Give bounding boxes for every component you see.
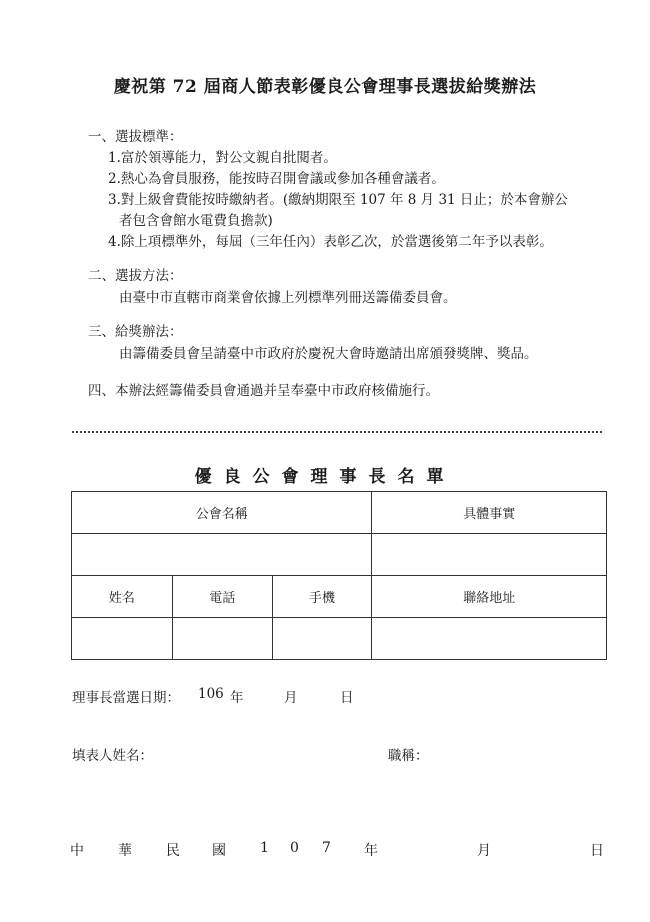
election-month-unit: 月 [284, 690, 298, 706]
section-1-item-1: 1.富於領導能力，對公文親自批閱者。 [108, 150, 337, 166]
facts-cell[interactable] [372, 534, 607, 576]
section-1-item-3: 3.對上級會費能按時繳納者。(繳納期限至 107 年 8 月 31 日止；於本會辦公 [108, 192, 568, 208]
section-heading-4: 四、本辦法經籌備委員會通過并呈奉臺中市政府核備施行。 [88, 383, 439, 399]
date-char-hua: 華 [118, 843, 132, 859]
date-char-guo: 國 [212, 843, 226, 859]
election-date-label: 理事長當選日期： [72, 690, 180, 706]
section-heading-2: 二、選拔方法： [88, 268, 183, 284]
date-year-unit: 年 [364, 843, 378, 859]
section-3-item-1: 由籌備委員會呈請臺中市政府於慶祝大會時邀請出席頒發獎牌、獎品。 [119, 346, 538, 362]
header-name: 姓名 [72, 576, 173, 618]
document-title: 慶祝第 72 屆商人節表彰優良公會理事長選拔給獎辦法 [113, 77, 537, 97]
election-year: 106 [198, 686, 224, 702]
dotted-divider [72, 431, 602, 433]
date-char-min: 民 [166, 843, 180, 859]
election-year-unit: 年 [230, 690, 244, 706]
name-cell[interactable] [72, 618, 173, 660]
header-mobile: 手機 [272, 576, 372, 618]
phone-cell[interactable] [172, 618, 272, 660]
date-char-zhong: 中 [70, 843, 84, 859]
date-year-digit-3: 7 [322, 840, 331, 856]
header-address: 聯絡地址 [372, 576, 607, 618]
association-name-cell[interactable] [72, 534, 372, 576]
date-year-digit-1: 1 [260, 840, 269, 856]
section-heading-3: 三、給獎辦法： [88, 324, 183, 340]
date-day-unit: 日 [590, 843, 604, 859]
filler-name-label: 填表人姓名： [72, 748, 153, 764]
header-phone: 電話 [172, 576, 272, 618]
date-month-unit: 月 [477, 843, 491, 859]
header-facts: 具體事實 [372, 492, 607, 534]
address-cell[interactable] [372, 618, 607, 660]
date-year-digit-2: 0 [290, 840, 299, 856]
header-association-name: 公會名稱 [72, 492, 372, 534]
election-day-unit: 日 [340, 690, 354, 706]
section-2-item-1: 由臺中市直轄市商業會依據上列標準列冊送籌備委員會。 [119, 290, 457, 306]
section-1-item-2: 2.熱心為會員服務，能按時召開會議或參加各種會議者。 [108, 171, 445, 187]
nominee-table [71, 491, 607, 660]
job-title-label: 職稱： [388, 748, 429, 764]
section-heading-1: 一、選拔標準： [88, 129, 183, 145]
section-1-item-4: 4.除上項標準外，每屆（三年任內）表彰乙次，於當選後第二年予以表彰。 [108, 234, 553, 250]
section-1-item-3-cont: 者包含會館水電費負擔款) [119, 213, 273, 229]
list-title: 優良公會理事長名單 [194, 467, 456, 487]
mobile-cell[interactable] [272, 618, 372, 660]
